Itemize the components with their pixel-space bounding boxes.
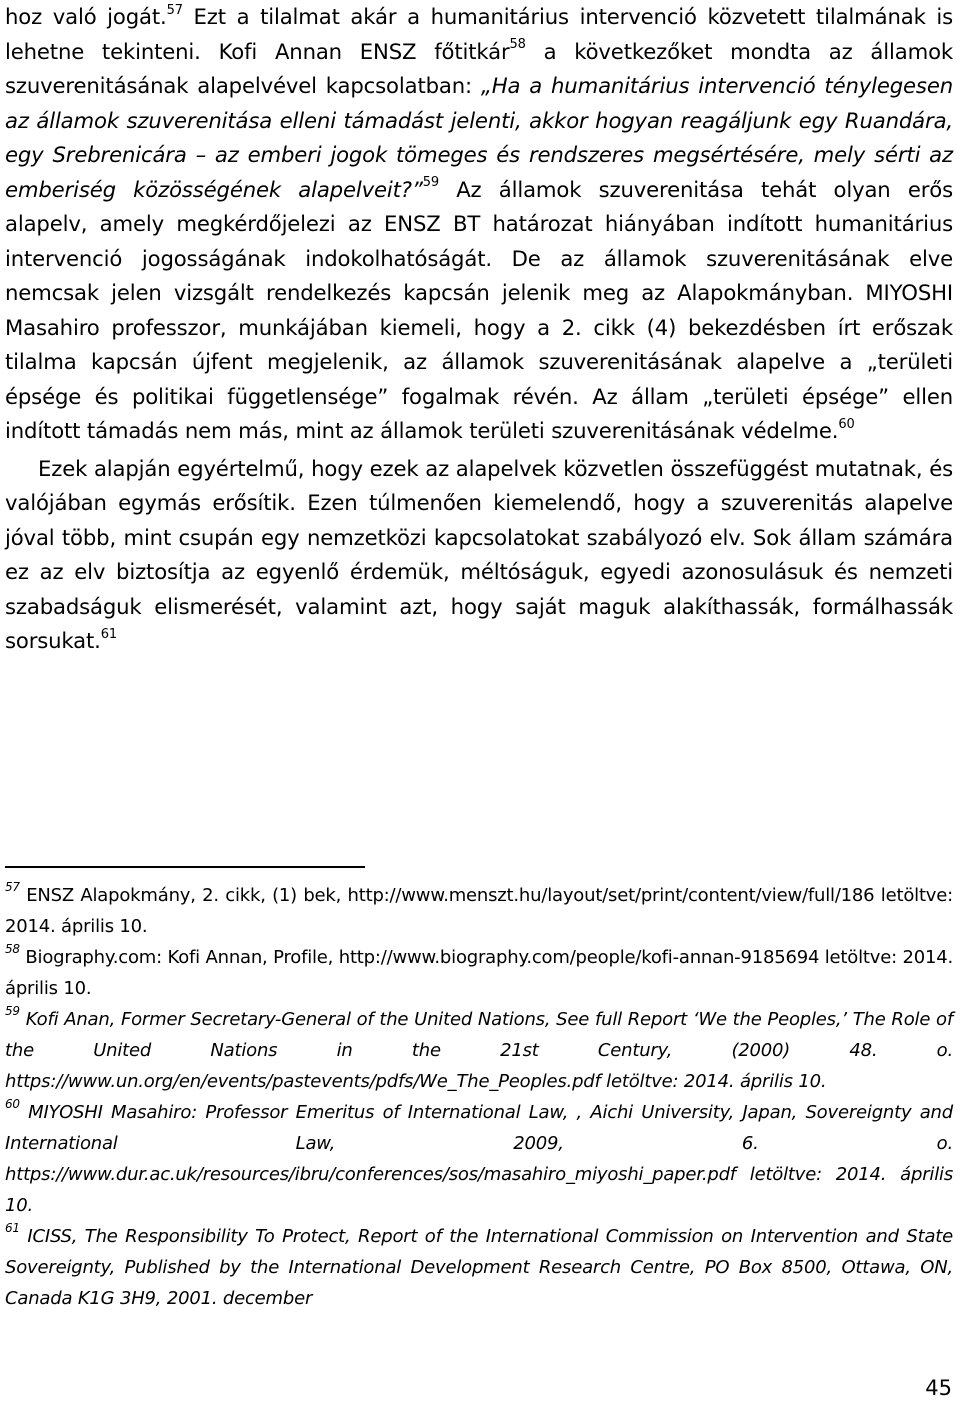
footnote-separator — [5, 866, 365, 868]
footnote-ref-60[interactable]: 60 — [838, 416, 855, 432]
footnote-ref-57[interactable]: 57 — [166, 2, 183, 18]
footnote-ref-58[interactable]: 58 — [509, 37, 526, 53]
footnote-58 — [5, 942, 953, 1004]
paragraph-2 — [5, 452, 953, 659]
footnote-61 — [5, 1221, 953, 1314]
footnote-number: 58 — [5, 942, 20, 956]
footnote-59 — [5, 1004, 953, 1097]
footnote-60 — [5, 1097, 953, 1221]
footnote-number: 59 — [5, 1004, 20, 1018]
paragraph-1-intro: hoz való jogát. — [5, 4, 167, 29]
footnote-number: 57 — [5, 880, 20, 894]
footnote-text: Biography.com: Kofi Annan, Profile, http://www.biography.com/people/kofi-annan-9185694 letöltve: 2014. április 10. — [5, 947, 953, 999]
footnote-text: Kofi Anan, Former Secretary-General of the United Nations, See full Report ‘We the Peoples,’ The Role of the United Nations in the 21st Century, (2000) 48. o. https://www.un.org/en/events/pastevents/pdfs/We_The_Peoples.pdf letöltve: 2014. április 10. — [5, 1009, 953, 1092]
footnotes — [5, 880, 953, 1314]
paragraph-1 — [5, 0, 953, 449]
paragraph-1-text-a: Ezt a tilalmat akár a humanitárius intervenció közvetett tilalmának is lehetne tekinteni. Kofi Annan ENSZ főtitkár — [5, 4, 953, 64]
paragraph-1-text-b: a következőket mondta az államok szuverenitásának alapelvével kapcsolatban: — [5, 38, 953, 98]
footnote-text: ICISS, The Responsibility To Protect, Report of the International Commission on Intervention and State Sovereignty, Published by the International Development Research Centre, PO Box 8500, Ottawa, ON, Canada K1G 3H9, 2001. december — [5, 1226, 953, 1309]
footnote-number: 60 — [5, 1097, 20, 1111]
page-number: 45 — [925, 1376, 952, 1400]
footnote-number: 61 — [5, 1221, 20, 1235]
paragraph-2-text: Ezek alapján egyértelmű, hogy ezek az alapelvek közvetlen összefüggést mutatnak, és valójában egymás erősítik. Ezen túlmenően kiemelendő, hogy a szuverenitás alapelve jóval több, mint csupán egy nemzetközi kapcsolatokat szabályozó elv. Sok állam számára ez az elv biztosítja az egyenlő érdemük, méltóságuk, egyedi azonosulásuk és nemzeti szabadságuk elismerését, valamint azt, hogy saját maguk alakíthassák, formálhassák sorsukat. — [5, 455, 953, 653]
annan-quote: „Ha a humanitárius intervenció ténylegesen az államok szuverenitása elleni támadást jelenti, akkor hogyan reagáljunk egy Ruandára, egy Srebrenicára – az emberi jogok tömeges és rendszeres megsértésére, mely sérti az emberiség közösségének alapelveit?” — [5, 73, 953, 202]
footnote-ref-61[interactable]: 61 — [100, 626, 118, 642]
footnote-text: ENSZ Alapokmány, 2. cikk, (1) bek, http://www.menszt.hu/layout/set/print/content/view/full/186 letöltve: 2014. április 10. — [5, 885, 953, 937]
page-content — [5, 0, 953, 659]
paragraph-1-text-c: Az államok szuverenitása tehát olyan erős alapelv, amely megkérdőjelezi az ENSZ BT határozat hiányában indított humanitárius intervenció jogosságának indokolhatóságát. De az államok szuverenitásának elve nemcsak jelen vizsgált rendelkezés kapcsán jelenik meg az Alapokmányban. MIYOSHI Masahiro professzor, munkájában kiemeli, hogy a 2. cikk (4) bekezdésben írt erőszak tilalma kapcsán újfent megjelenik, az államok szuverenitásának alapelve a „területi épsége és politikai függetlensége” fogalmak révén. Az állam „területi épsége” ellen indított támadás nem más, mint az államok területi szuverenitásának védelme. — [5, 176, 953, 443]
footnote-ref-59[interactable]: 59 — [422, 175, 439, 191]
footnote-text: MIYOSHI Masahiro: Professor Emeritus of International Law, , Aichi University, Japan, Sovereignty and International Law, 2009, 6. o. https://www.dur.ac.uk/resources/ibru/conferences/sos/masahiro_miyoshi_paper.pdf letöltve: 2014. április 10. — [5, 1102, 953, 1216]
footnote-57 — [5, 880, 953, 942]
